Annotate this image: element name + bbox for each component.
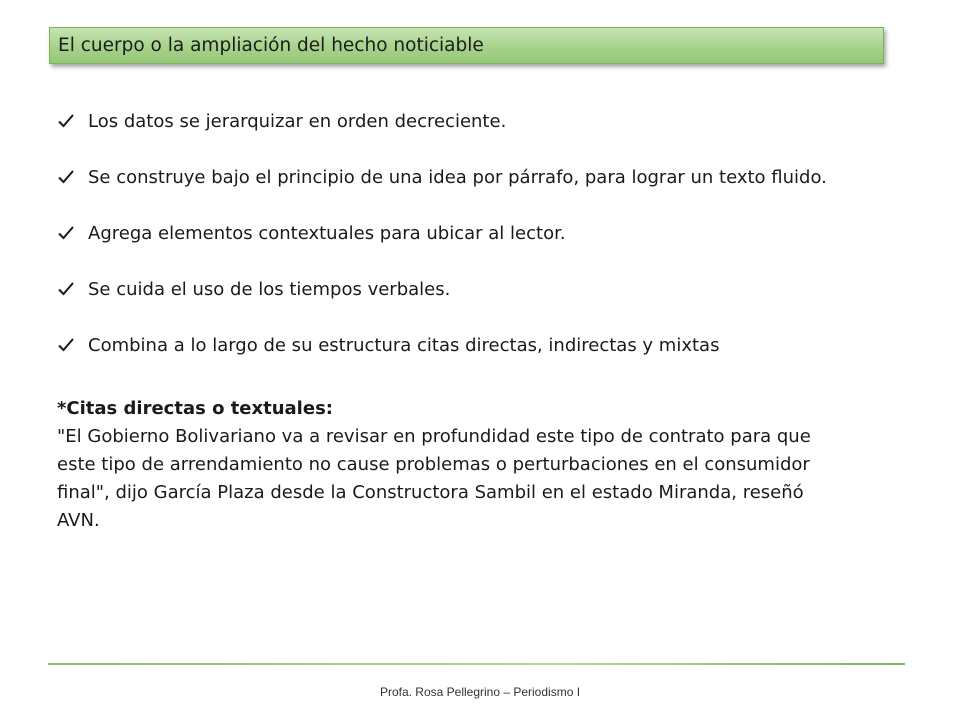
- bullet-item: [57, 331, 917, 359]
- footer-credit: Profa. Rosa Pellegrino – Periodismo I: [379, 685, 581, 699]
- check-icon: [57, 112, 75, 130]
- bullet-text: Agrega elementos contextuales para ubicar al lector.: [88, 222, 566, 244]
- slide-title-box: [49, 27, 884, 64]
- quote-line: final", dijo García Plaza desde la Constructora Sambil en el estado Miranda, reseñó: [57, 482, 804, 503]
- bullet-text: Se construye bajo el principio de una idea por párrafo, para lograr un texto fluido.: [88, 166, 827, 188]
- bullet-list: [57, 107, 917, 359]
- bullet-text: Los datos se jerarquizar en orden decreciente.: [88, 110, 507, 132]
- slide-title: El cuerpo o la ampliación del hecho noticiable: [58, 35, 484, 56]
- quote-line: AVN.: [57, 510, 100, 531]
- footer-divider: [48, 663, 905, 665]
- bullet-text: Combina a lo largo de su estructura citas directas, indirectas y mixtas: [88, 334, 720, 356]
- bullet-item: [57, 219, 917, 247]
- quote-line: "El Gobierno Bolivariano va a revisar en profundidad este tipo de contrato para que: [57, 426, 811, 447]
- check-icon: [57, 280, 75, 298]
- quote-heading: *Citas directas o textuales:: [57, 398, 333, 419]
- bullet-text: Se cuida el uso de los tiempos verbales.: [88, 278, 451, 300]
- check-icon: [57, 168, 75, 186]
- bullet-item: [57, 275, 917, 303]
- check-icon: [57, 224, 75, 242]
- quote-text: [57, 423, 907, 535]
- check-icon: [57, 336, 75, 354]
- quote-line: este tipo de arrendamiento no cause problemas o perturbaciones en el consumidor: [57, 454, 810, 475]
- direct-quote-block: [57, 395, 907, 535]
- bullet-item: [57, 163, 917, 191]
- bullet-item: [57, 107, 917, 135]
